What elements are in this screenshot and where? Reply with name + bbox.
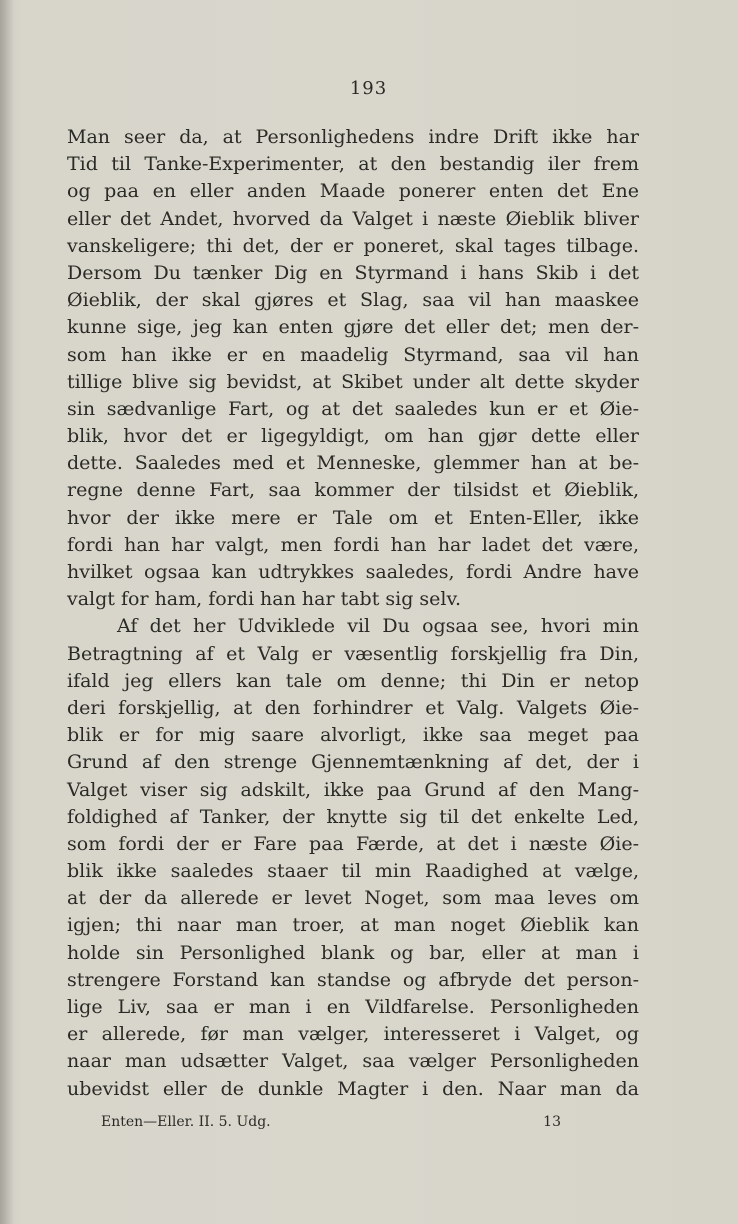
text-line-content: Øieblik, der skal gjøres et Slag, saa vil han maaskee (67, 289, 639, 312)
text-line (67, 804, 639, 831)
text-line-content: Man seer da, at Personlighedens indre Drift ikke har (67, 126, 639, 148)
text-line (67, 233, 639, 260)
text-line (67, 940, 639, 967)
text-line (67, 505, 639, 532)
text-line-content: som han ikke er en maadelig Styrmand, saa vil han (67, 343, 639, 366)
text-line (67, 641, 639, 668)
text-line-content: sin sædvanlige Fart, og at det saaledes kun er et Øie- (67, 397, 639, 420)
text-line (67, 178, 639, 205)
text-line-content: Grund af den strenge Gjennemtænkning af det, der i (67, 751, 639, 774)
text-line-content: eller det Andet, hvorved da Valget i næste Øieblik bliver (67, 207, 639, 230)
text-line (67, 858, 639, 885)
text-line-content: kunne sige, jeg kan enten gjøre det eller det; men der- (67, 316, 639, 339)
text-line-content: blik er for mig saare alvorligt, ikke saa meget paa (67, 724, 639, 747)
text-line (67, 124, 639, 151)
text-line (67, 532, 639, 559)
text-line (67, 1076, 639, 1103)
text-line (67, 369, 639, 396)
text-line-content: og paa en eller anden Maade ponerer enten det Ene (67, 180, 639, 203)
text-line-content: igjen; thi naar man troer, at man noget Øieblik kan (67, 914, 639, 937)
text-line (67, 831, 639, 858)
text-line-content: at der da allerede er levet Noget, som maa leves om (67, 887, 639, 910)
text-line-content: lige Liv, saa er man i en Vildfarelse. Personligheden (67, 996, 639, 1018)
text-line-content: blik ikke saaledes staaer til min Raadighed at vælge, (67, 860, 639, 883)
text-line-content: Tid til Tanke-Experimenter, at den bestandig iler frem (67, 153, 639, 176)
text-line (67, 287, 639, 314)
text-line (67, 1048, 639, 1075)
text-line-content: ubevidst eller de dunkle Magter i den. Naar man da (67, 1077, 639, 1100)
page-footer (101, 1114, 561, 1130)
text-line-content: hvilket ogsaa kan udtrykkes saaledes, fordi Andre have (67, 561, 639, 583)
body-text (67, 124, 639, 1103)
text-line-content: foldighed af Tanker, der knytte sig til det enkelte Led, (67, 805, 639, 828)
text-line (67, 450, 639, 477)
text-line (67, 613, 639, 640)
text-line-content: som fordi der er Fare paa Færde, at det i næste Øie- (67, 832, 639, 855)
text-line (67, 912, 639, 939)
text-line-content: hvor der ikke mere er Tale om et Enten-Eller, ikke (67, 506, 639, 529)
text-line-content: Betragtning af et Valg er væsentlig forskjellig fra Din, (67, 642, 639, 665)
text-line-content: holde sin Personlighed blank og bar, eller at man i (67, 941, 639, 964)
text-line (67, 477, 639, 504)
text-line (67, 423, 639, 450)
text-line-content: deri forskjellig, at den forhindrer et Valg. Valgets Øie- (67, 696, 639, 719)
text-line-content: strengere Forstand kan standse og afbryde det person- (67, 968, 639, 991)
text-line-content: regne denne Fart, saa kommer der tilsidst et Øieblik, (67, 479, 639, 502)
text-line (67, 967, 639, 994)
text-line (67, 342, 639, 369)
footer-signature: Enten—Eller. II. 5. Udg. (101, 1114, 271, 1130)
page-number: 193 (349, 78, 388, 99)
text-line (67, 777, 639, 804)
text-line (67, 586, 639, 613)
text-line (67, 396, 639, 423)
text-line-content: ifald jeg ellers kan tale om denne; thi Din er netop (67, 669, 639, 692)
text-line-content: tillige blive sig bevidst, at Skibet under alt dette skyder (67, 370, 639, 393)
text-line-content: Dersom Du tænker Dig en Styrmand i hans Skib i det (67, 261, 639, 284)
text-line (67, 994, 639, 1021)
gutter-shadow (0, 0, 14, 1224)
footer-sheet-number: 13 (543, 1114, 561, 1130)
text-line (67, 559, 639, 586)
text-line (67, 695, 639, 722)
text-line (67, 1021, 639, 1048)
text-line (67, 749, 639, 776)
text-line-content: er allerede, før man vælger, interesseret i Valget, og (67, 1023, 639, 1046)
text-line (67, 260, 639, 287)
text-line-content: Af det her Udviklede vil Du ogsaa see, hvori min (117, 615, 639, 638)
text-line-content: valgt for ham, fordi han har tabt sig selv. (67, 588, 462, 611)
text-line (67, 668, 639, 695)
text-line-content: dette. Saaledes med et Menneske, glemmer han at be- (67, 452, 639, 475)
text-line-content: vanskeligere; thi det, der er poneret, skal tages tilbage. (67, 234, 639, 257)
text-line-content: fordi han har valgt, men fordi han har ladet det være, (67, 533, 639, 556)
text-line-content: blik, hvor det er ligegyldigt, om han gjør dette eller (67, 425, 639, 448)
text-line (67, 885, 639, 912)
text-line-content: Valget viser sig adskilt, ikke paa Grund af den Mang- (67, 778, 639, 801)
text-line (67, 151, 639, 178)
text-line (67, 206, 639, 233)
text-line (67, 722, 639, 749)
text-line-content: naar man udsætter Valget, saa vælger Personligheden (67, 1050, 639, 1073)
text-line (67, 314, 639, 341)
